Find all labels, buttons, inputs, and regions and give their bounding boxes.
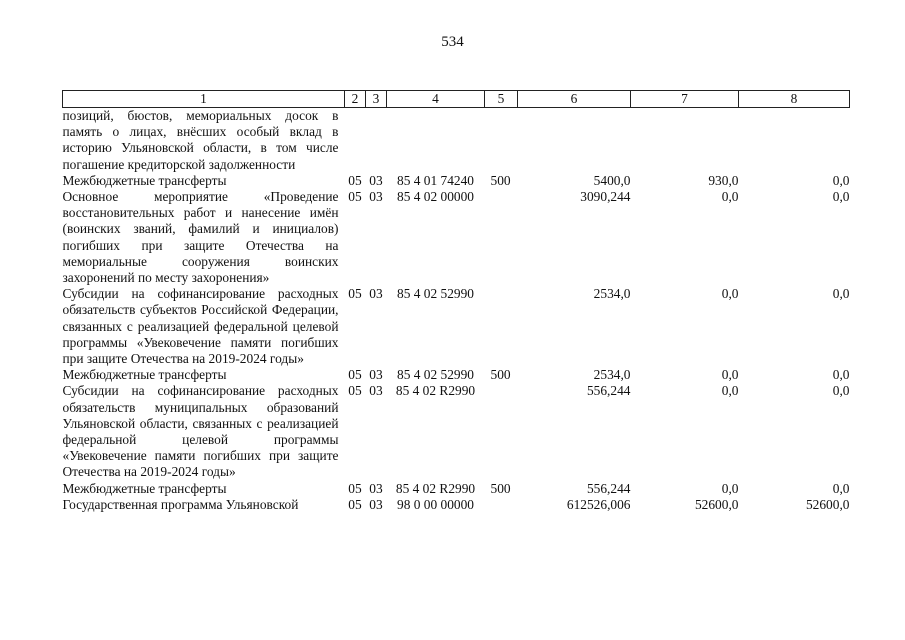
table-header-row — [63, 91, 850, 108]
table-row — [63, 367, 850, 383]
target-article-cell: 85 4 02 00000 — [397, 189, 474, 205]
subsection-code-cell: 03 — [369, 496, 383, 512]
subsection-code-cell: 03 — [369, 480, 383, 496]
section-code-cell: 05 — [348, 383, 362, 399]
column-header-5: 5 — [485, 91, 518, 108]
amount-col7-cell — [631, 108, 739, 173]
subsection-code-cell: 03 — [369, 172, 383, 188]
section-code-cell: 05 — [348, 172, 362, 188]
target-article-cell: 85 4 02 R2990 — [395, 480, 476, 496]
row-name-cell: Межбюджетные трансферты — [62, 367, 227, 383]
target-article-cell: 85 4 01 74240 — [397, 172, 474, 188]
table-body — [63, 108, 850, 514]
column-header-6: 6 — [518, 91, 631, 108]
section-code-cell: 05 — [348, 189, 362, 205]
amount-col6-cell: 556,244 — [586, 383, 631, 399]
section-code-cell: 05 — [348, 480, 362, 496]
amount-col6-cell: 612526,006 — [566, 496, 631, 512]
row-name-cell: Межбюджетные трансферты — [62, 480, 227, 496]
row-name-cell: Субсидии на софинансирование расходных обязательств муниципальных образований Ульяновской области, связанных с реализацией федеральной целевой программы «Увековечение памяти погибших при защите Отечества на 2019-2024 годы» — [62, 383, 339, 480]
section-code-cell: 05 — [348, 367, 362, 383]
amount-col8-cell: 52600,0 — [805, 496, 850, 512]
table-row — [63, 481, 850, 497]
row-name-cell: Межбюджетные трансферты — [62, 172, 227, 188]
amount-col8-cell — [739, 108, 850, 173]
amount-col8-cell: 0,0 — [832, 480, 850, 496]
amount-col6-cell: 2534,0 — [593, 367, 631, 383]
subsection-code-cell: 03 — [369, 286, 383, 302]
table-row — [63, 286, 850, 367]
page-number: 534 — [441, 34, 464, 50]
target-article-cell: 85 4 02 R2990 — [395, 383, 476, 399]
subsection-code-cell: 03 — [369, 189, 383, 205]
target-article-cell: 85 4 02 52990 — [397, 367, 474, 383]
amount-col6-cell — [518, 108, 631, 173]
section-code-cell — [345, 108, 366, 173]
expense-type-cell — [485, 497, 518, 513]
amount-col7-cell: 0,0 — [721, 367, 739, 383]
row-name-cell: Субсидии на софинансирование расходных обязательств субъектов Российской Федерации, связанных с реализацией федеральной целевой программы «Увековечение памяти погибших при защите Отечества на 2019-2024 годы» — [62, 286, 339, 367]
expense-type-cell — [485, 108, 518, 173]
row-name-cell: Государственная программа Ульяновской — [62, 496, 299, 512]
expense-type-cell: 500 — [490, 480, 511, 496]
budget-table — [62, 90, 850, 513]
amount-col8-cell: 0,0 — [832, 172, 850, 188]
target-article-cell — [387, 108, 485, 173]
amount-col6-cell: 2534,0 — [593, 286, 631, 302]
target-article-cell: 98 0 00 00000 — [397, 496, 474, 512]
section-code-cell: 05 — [348, 286, 362, 302]
subsection-code-cell: 03 — [369, 367, 383, 383]
amount-col7-cell: 0,0 — [721, 383, 739, 399]
table-row — [63, 173, 850, 189]
expense-type-cell — [485, 189, 518, 286]
table-row — [63, 497, 850, 513]
expense-type-cell — [485, 286, 518, 367]
column-header-8: 8 — [739, 91, 850, 108]
amount-col8-cell: 0,0 — [832, 286, 850, 302]
amount-col8-cell: 0,0 — [832, 383, 850, 399]
table-row — [63, 383, 850, 480]
column-header-7: 7 — [631, 91, 739, 108]
amount-col6-cell: 556,244 — [586, 480, 631, 496]
subsection-code-cell — [366, 108, 387, 173]
amount-col8-cell: 0,0 — [832, 367, 850, 383]
amount-col7-cell: 0,0 — [721, 286, 739, 302]
column-header-3: 3 — [366, 91, 387, 108]
target-article-cell: 85 4 02 52990 — [397, 286, 474, 302]
row-name-cell: позиций, бюстов, мемориальных досок в память о лицах, внёсших особый вклад в историю Ульяновской области, в том числе погашение кредиторской задолженности — [62, 108, 339, 172]
amount-col7-cell: 0,0 — [721, 189, 739, 205]
expense-type-cell — [485, 383, 518, 480]
amount-col7-cell: 930,0 — [708, 172, 739, 188]
amount-col6-cell: 5400,0 — [593, 172, 631, 188]
amount-col6-cell: 3090,244 — [580, 189, 631, 205]
column-header-4: 4 — [387, 91, 485, 108]
amount-col7-cell: 52600,0 — [694, 496, 739, 512]
amount-col7-cell: 0,0 — [721, 480, 739, 496]
row-name-cell: Основное мероприятие «Проведение восстановительных работ и нанесение имён (воинских званий, фамилий и инициалов) погибших при защите Отечества на мемориальные сооружения воинских захоронений по месту захоронения» — [62, 189, 339, 286]
section-code-cell: 05 — [348, 496, 362, 512]
column-header-2: 2 — [345, 91, 366, 108]
expense-type-cell: 500 — [490, 367, 511, 383]
amount-col8-cell: 0,0 — [832, 189, 850, 205]
table-row — [63, 189, 850, 286]
subsection-code-cell: 03 — [369, 383, 383, 399]
table-row — [63, 108, 850, 173]
column-header-1: 1 — [63, 91, 345, 108]
expense-type-cell: 500 — [490, 172, 511, 188]
